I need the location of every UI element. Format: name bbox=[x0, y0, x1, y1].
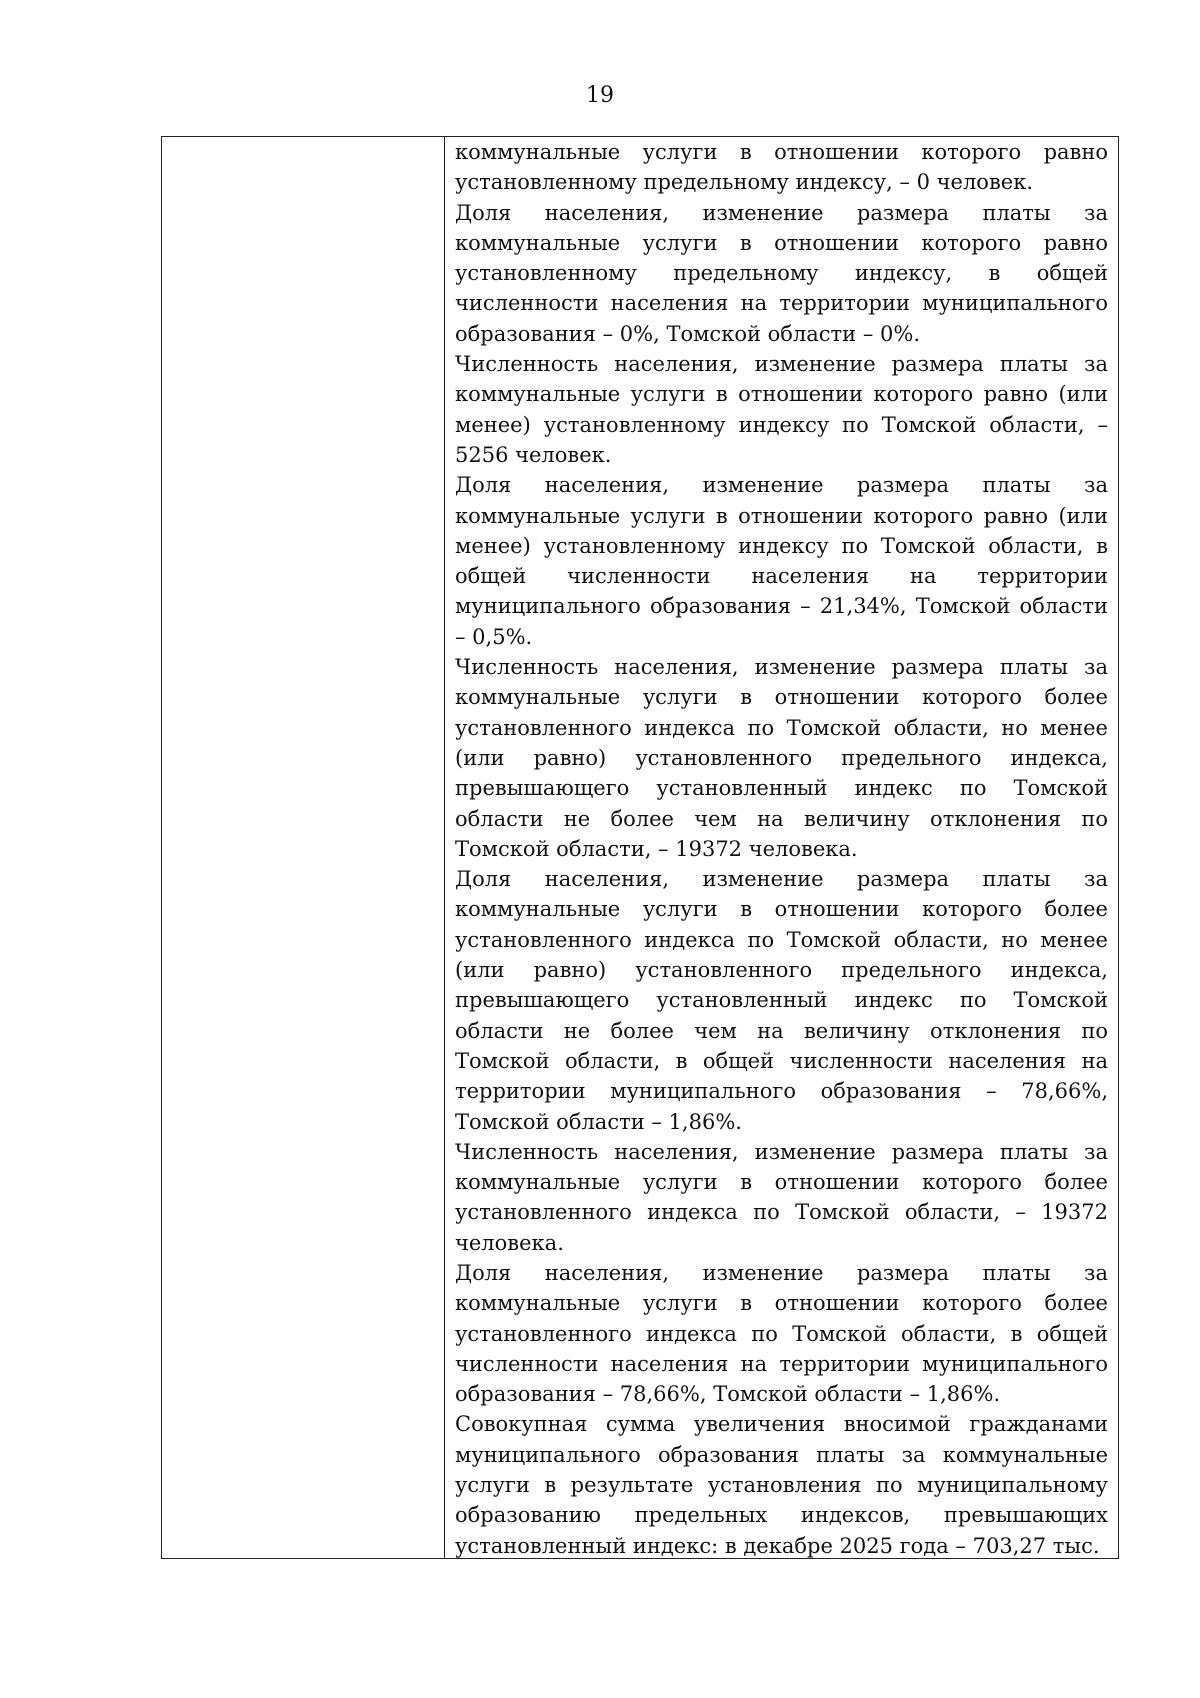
page-number: 19 bbox=[586, 83, 614, 108]
paragraph-share-above-index-within-deviation: Доля населения, изменение размера платы за коммунальные услуги в отношении которого более установленного индекса по Томской области, но менее (или равно) установленного предельного индекса, превышающего установленный индекс по Томской области не более чем на величину отклонения по Томской области, в общей численности населения на территории муниципального образования – 78,66%, Томской области – 1,86%. bbox=[455, 867, 1108, 1134]
table-right-cell bbox=[445, 137, 1118, 1558]
paragraph-count-equal-or-less-index: Численность населения, изменение размера платы за коммунальные услуги в отношении которого равно (или менее) установленному индексу по Томской области, – 5256 человек. bbox=[455, 352, 1108, 467]
table-left-cell bbox=[162, 137, 445, 1558]
paragraph-share-equal-limit: Доля населения, изменение размера платы за коммунальные услуги в отношении которого равно установленному предельному индексу, в общей численности населения на территории муниципального образования – 0%, Томской области – 0%. bbox=[455, 200, 1108, 346]
paragraph-share-above-index: Доля населения, изменение размера платы за коммунальные услуги в отношении которого более установленного индекса по Томской области, в общей численности населения на территории муниципального образования – 78,66%, Томской области – 1,86%. bbox=[455, 1260, 1108, 1407]
document-table bbox=[161, 136, 1119, 1559]
paragraph-count-equal-limit-tail: коммунальные услуги в отношении которого равно установленному предельному индексу, – 0 человек. bbox=[455, 140, 1108, 195]
paragraph-count-above-index-within-deviation: Численность населения, изменение размера платы за коммунальные услуги в отношении которого более установленного индекса по Томской области, но менее (или равно) установленного предельного индекса, превышающего установленный индекс по Томской области не более чем на величину отклонения по Томской области, – 19372 человека. bbox=[455, 655, 1108, 861]
paragraph-total-increase-sum: Совокупная сумма увеличения вносимой гражданами муниципального образования платы за коммунальные услуги в результате установления по муниципальному образованию предельных индексов, превышающих установленный индекс: в декабре 2025 года – 703,27 тыс. bbox=[455, 1412, 1108, 1558]
paragraph-share-equal-or-less-index: Доля населения, изменение размера платы за коммунальные услуги в отношении которого равно (или менее) установленному индексу по Томской области, в общей численности населения на территории муниципального образования – 21,34%, Томской области – 0,5%. bbox=[455, 473, 1108, 649]
paragraph-count-above-index: Численность населения, изменение размера платы за коммунальные услуги в отношении которого более установленного индекса по Томской области, – 19372 человека. bbox=[455, 1139, 1108, 1255]
